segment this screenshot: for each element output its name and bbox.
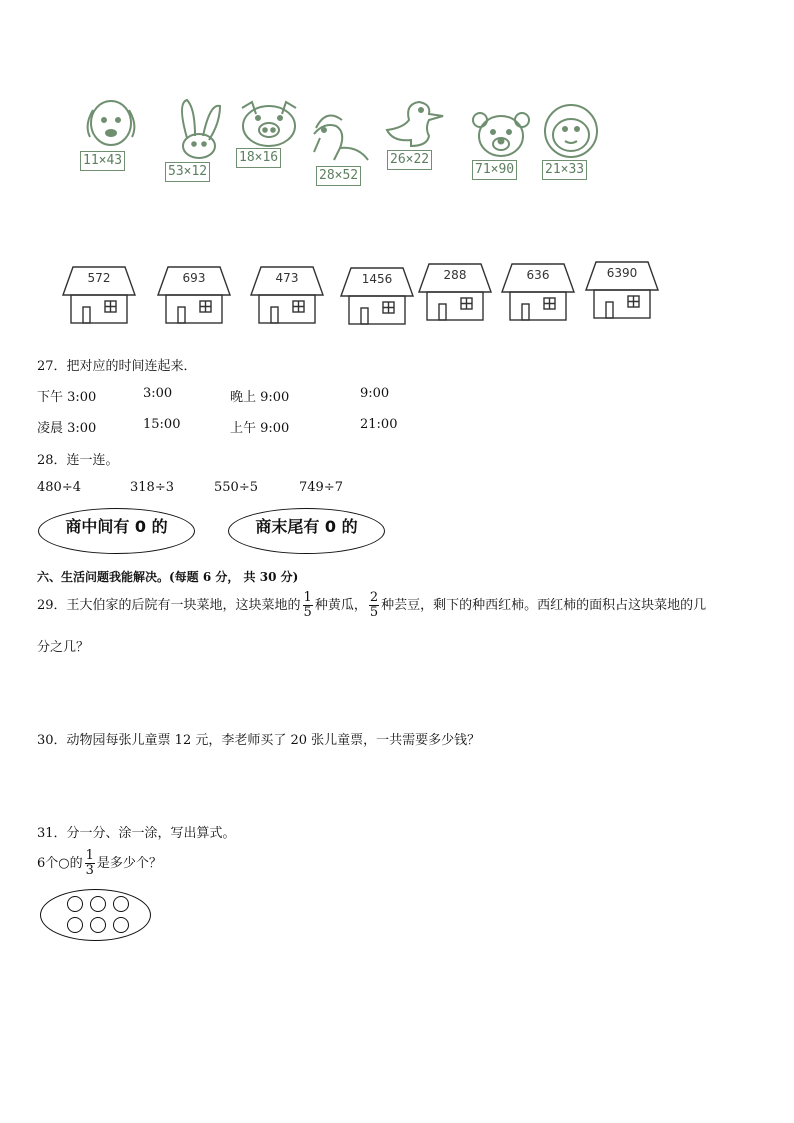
category-oval-end-zero <box>228 508 385 554</box>
goat-illustration <box>306 108 376 203</box>
time-label: 3:00 <box>143 386 173 401</box>
house <box>582 260 662 320</box>
time-label: 9:00 <box>360 386 390 401</box>
circle-group-oval <box>40 889 151 941</box>
rabbit-icon <box>165 98 235 163</box>
division-expression: 318÷3 <box>130 480 174 495</box>
q31-question <box>37 846 162 882</box>
small-circle <box>113 896 129 912</box>
small-circle <box>90 917 106 933</box>
division-expression: 550÷5 <box>214 480 258 495</box>
house-number: 693 <box>182 271 206 285</box>
q27-title: 27．把对应的时间连起来． <box>37 359 197 374</box>
q29-part1: 29．王大伯家的后院有一块菜地，这块菜地的 <box>37 598 301 613</box>
small-circle <box>67 896 83 912</box>
duck-icon <box>383 100 453 155</box>
small-circle <box>67 917 83 933</box>
rabbit-illustration <box>165 98 235 193</box>
house <box>337 266 417 326</box>
animal-expression: 18×16 <box>236 148 281 168</box>
house <box>498 262 578 322</box>
house <box>154 265 234 325</box>
q29-line2: 分之几？ <box>37 640 90 655</box>
fraction-two-fifths: $\frac{2}{5}$ <box>369 590 379 620</box>
animal-expression: 53×12 <box>165 162 210 182</box>
monkey-icon <box>538 103 608 163</box>
animal-expression: 28×52 <box>316 166 361 186</box>
division-expression: 480÷4 <box>37 480 81 495</box>
house-number: 6390 <box>606 266 638 280</box>
q31-part1: 6个○的 <box>37 856 83 871</box>
q30-text: 30．动物园每张儿童票 12 元，李老师买了 20 张儿童票，一共需要多少钱？ <box>37 733 481 748</box>
house-number: 1456 <box>361 272 393 286</box>
bear-icon <box>468 110 538 165</box>
q28-title: 28．连一连。 <box>37 453 119 468</box>
animal-expression: 71×90 <box>472 160 517 180</box>
house <box>247 265 327 325</box>
dog-illustration <box>76 95 146 190</box>
time-label: 15:00 <box>143 417 181 432</box>
monkey-illustration <box>538 103 608 198</box>
oval-label: 商中间有 0 的 <box>65 517 168 536</box>
animal-expression: 26×22 <box>387 150 432 170</box>
q31-part2: 是多少个？ <box>96 856 162 871</box>
house-number: 288 <box>443 268 467 282</box>
q31-title: 31．分一分、涂一涂，写出算式。 <box>37 826 236 841</box>
fraction-one-third: $\frac{1}{3}$ <box>85 848 94 878</box>
animal-expression: 21×33 <box>542 160 587 180</box>
time-label: 下午 3:00 <box>37 390 97 405</box>
house-number: 572 <box>87 271 111 285</box>
q29-part2: 种黄瓜， <box>314 598 367 613</box>
goat-icon <box>306 108 376 168</box>
division-expression: 749÷7 <box>299 480 343 495</box>
oval-label: 商末尾有 0 的 <box>255 517 358 536</box>
q29-part3: 种芸豆，剩下的种西红柿。西红柿的面积占这块菜地的几 <box>381 598 707 613</box>
section-heading: 六、生活问题我能解决。(每题 6 分， 共 30 分) <box>37 570 299 584</box>
small-circle <box>113 917 129 933</box>
time-label: 晚上 9:00 <box>230 390 290 405</box>
time-label: 上午 9:00 <box>230 421 290 436</box>
category-oval-middle-zero <box>38 508 195 554</box>
pig-icon <box>234 98 304 153</box>
small-circle <box>90 896 106 912</box>
time-label: 21:00 <box>360 417 398 432</box>
animal-expression: 11×43 <box>80 151 125 171</box>
house-number: 473 <box>275 271 299 285</box>
q29-text <box>37 588 706 624</box>
time-label: 凌晨 3:00 <box>37 421 97 436</box>
bear-illustration <box>468 110 538 205</box>
house <box>59 265 139 325</box>
house-number: 636 <box>526 268 550 282</box>
house <box>415 262 495 322</box>
dog-icon <box>76 95 146 155</box>
pig-illustration <box>234 98 304 193</box>
duck-illustration <box>383 100 453 195</box>
fraction-one-fifth: $\frac{1}{5}$ <box>303 590 312 620</box>
